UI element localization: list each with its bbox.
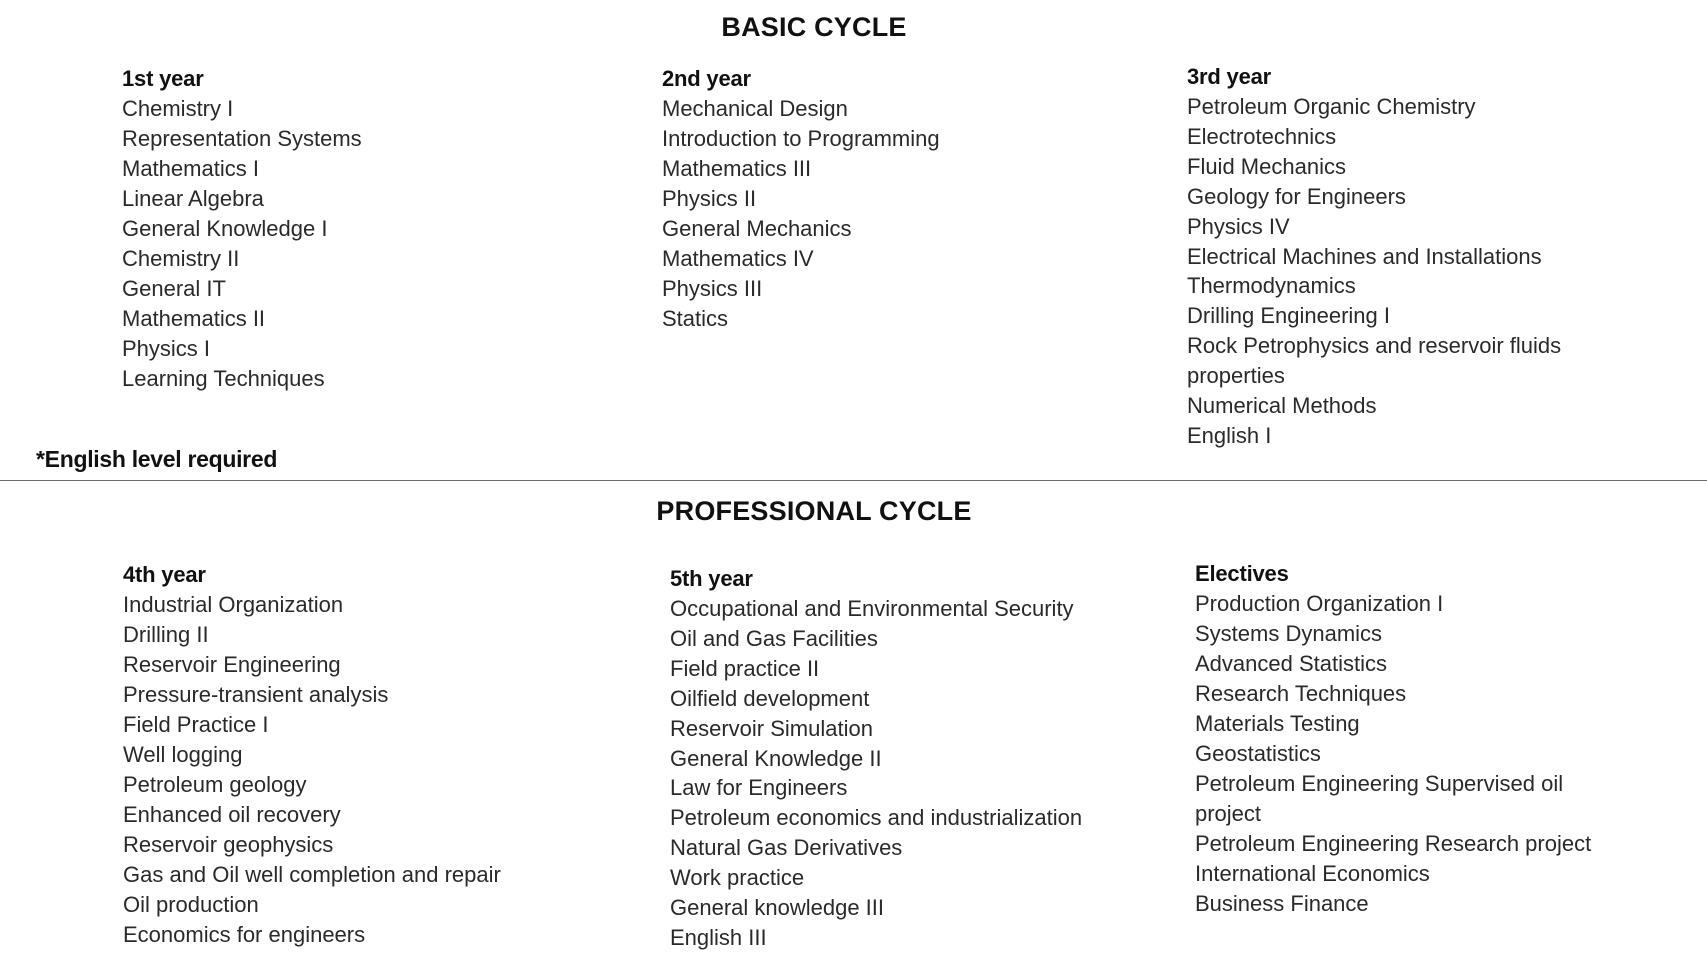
course-item: Petroleum geology xyxy=(123,772,307,797)
course-item: Physics III xyxy=(662,276,763,301)
year-1-course-list xyxy=(122,94,362,394)
course-item: Learning Techniques xyxy=(122,366,325,391)
course-item: Fluid Mechanics xyxy=(1187,153,1346,179)
course-item: Drilling Engineering I xyxy=(1187,303,1390,329)
course-item: Occupational and Environmental Security xyxy=(670,596,1074,621)
year-1-column xyxy=(122,64,362,394)
course-item: Enhanced oil recovery xyxy=(123,802,341,827)
course-item: English III xyxy=(670,924,767,950)
course-item: Oil and Gas Facilities xyxy=(670,625,878,651)
course-item: Statics xyxy=(662,306,729,331)
course-item: Introduction to Programming xyxy=(662,126,940,151)
course-item: Chemistry II xyxy=(122,246,240,271)
course-item: Representation Systems xyxy=(122,126,362,151)
course-item: Advanced Statistics xyxy=(1195,651,1387,676)
course-item: General knowledge III xyxy=(670,895,885,921)
year-2-heading: 2nd year xyxy=(662,66,751,91)
course-item: Materials Testing xyxy=(1195,711,1360,736)
year-2-column xyxy=(662,64,940,334)
electives-course-list xyxy=(1195,589,1605,919)
course-item: Industrial Organization xyxy=(123,592,344,617)
course-item: Petroleum Engineering Supervised oil project xyxy=(1195,771,1564,826)
course-item: Chemistry I xyxy=(122,96,234,121)
course-item: Linear Algebra xyxy=(122,186,264,211)
course-item: Physics I xyxy=(122,336,211,361)
course-item: Geology for Engineers xyxy=(1187,183,1406,209)
course-item: Thermodynamics xyxy=(1187,273,1356,299)
course-item: Research Techniques xyxy=(1195,681,1407,706)
course-item: Physics IV xyxy=(1187,213,1290,239)
year-3-column xyxy=(1187,62,1597,451)
course-item: Oilfield development xyxy=(670,685,870,711)
course-item: Oil production xyxy=(123,892,259,917)
course-item: Production Organization I xyxy=(1195,591,1444,616)
year-3-course-list xyxy=(1187,92,1597,451)
course-item: Field Practice I xyxy=(123,712,269,737)
professional-cycle-title: PROFESSIONAL CYCLE xyxy=(656,496,972,526)
course-item: International Economics xyxy=(1195,861,1430,886)
course-item: Work practice xyxy=(670,865,805,891)
course-item: Mechanical Design xyxy=(662,96,848,121)
year-3-heading: 3rd year xyxy=(1187,64,1272,89)
year-4-course-list xyxy=(123,590,501,950)
course-item: Electrical Machines and Installations xyxy=(1187,243,1542,269)
year-5-column xyxy=(670,564,1082,953)
course-item: Pressure-transient analysis xyxy=(123,682,389,707)
year-4-column xyxy=(123,560,501,950)
course-item: Petroleum Engineering Research project xyxy=(1195,831,1592,856)
course-item: Physics II xyxy=(662,186,757,211)
basic-cycle-title: BASIC CYCLE xyxy=(721,12,907,42)
course-item: Well logging xyxy=(123,742,243,767)
course-item: Systems Dynamics xyxy=(1195,621,1383,646)
course-item: Field practice II xyxy=(670,655,820,681)
course-item: Economics for engineers xyxy=(123,922,366,947)
course-item: Reservoir geophysics xyxy=(123,832,334,857)
course-item: General Knowledge I xyxy=(122,216,328,241)
year-1-heading: 1st year xyxy=(122,66,204,91)
year-5-heading: 5th year xyxy=(670,566,753,591)
course-item: Mathematics III xyxy=(662,156,812,181)
year-2-course-list xyxy=(662,94,940,334)
course-item: Gas and Oil well completion and repair xyxy=(123,862,501,887)
course-item: Business Finance xyxy=(1195,891,1369,916)
course-item: Mathematics II xyxy=(122,306,266,331)
course-item: Electrotechnics xyxy=(1187,123,1337,149)
course-item: Petroleum economics and industrialization xyxy=(670,805,1083,831)
english-requirement-note: *English level required xyxy=(36,446,278,472)
year-5-course-list xyxy=(670,594,1082,953)
course-item: Reservoir Engineering xyxy=(123,652,341,677)
electives-heading: Electives xyxy=(1195,561,1289,586)
course-item: Mathematics I xyxy=(122,156,259,181)
course-item: Drilling II xyxy=(123,622,209,647)
course-item: General IT xyxy=(122,276,226,301)
section-divider xyxy=(0,480,1707,481)
course-item: Petroleum Organic Chemistry xyxy=(1187,94,1476,119)
year-4-heading: 4th year xyxy=(123,562,206,587)
course-item: Reservoir Simulation xyxy=(670,715,873,741)
course-item: Mathematics IV xyxy=(662,246,814,271)
course-item: General Mechanics xyxy=(662,216,852,241)
course-item: Law for Engineers xyxy=(670,775,848,801)
course-item: Numerical Methods xyxy=(1187,393,1377,419)
electives-column xyxy=(1195,559,1605,919)
course-item: Geostatistics xyxy=(1195,741,1321,766)
course-item: General Knowledge II xyxy=(670,745,882,771)
course-item: Rock Petrophysics and reservoir fluids properties xyxy=(1187,333,1562,389)
course-item: Natural Gas Derivatives xyxy=(670,835,903,861)
course-item: English I xyxy=(1187,422,1272,448)
